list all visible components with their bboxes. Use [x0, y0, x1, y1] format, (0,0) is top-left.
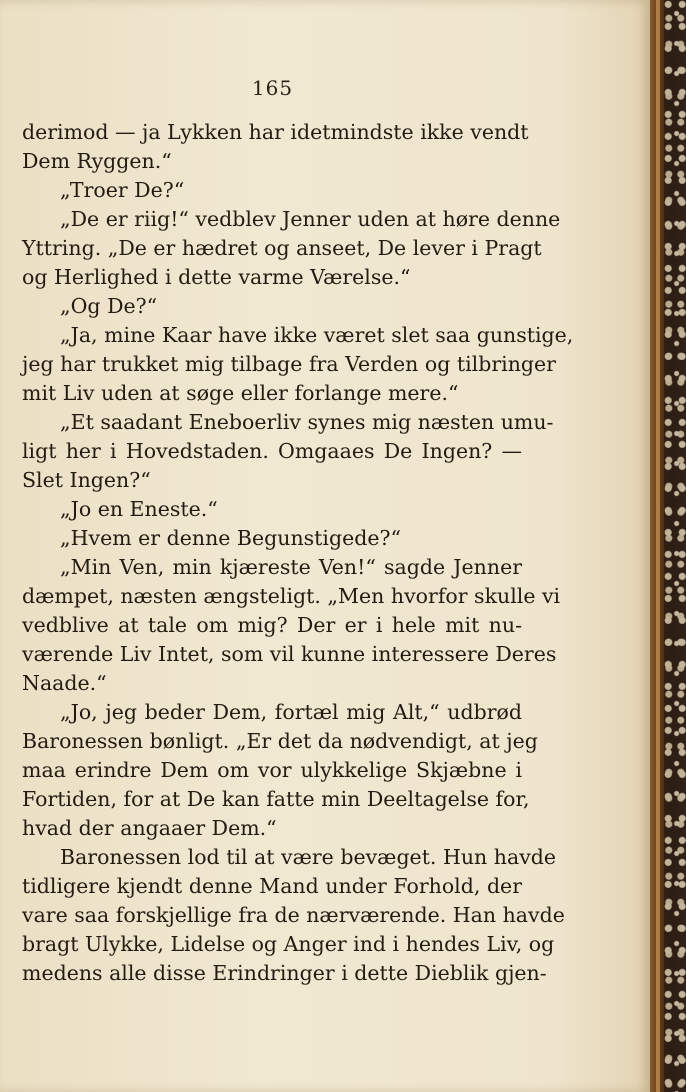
text-line: „Troer De?“: [60, 178, 185, 202]
text-line: Slet Ingen?“: [22, 468, 151, 492]
text-line: „Og De?“: [60, 294, 158, 318]
text-line: „Et saadant Eneboerliv synes mig næsten umu-: [60, 410, 554, 434]
text-line: „Min Ven, min kjæreste Ven!“ sagde Jenner: [60, 555, 522, 579]
page-edge: [656, 0, 660, 1092]
text-line: Baronessen lod til at være bevæget. Hun havde: [60, 845, 557, 869]
text-line: derimod — ja Lykken har idetmindste ikke vendt: [22, 120, 529, 144]
text-line: medens alle disse Erindringer i dette Dieblik gjen-: [22, 961, 547, 985]
text-line: „Ja, mine Kaar have ikke været slet saa gunstige,: [60, 323, 574, 347]
text-line: „Hvem er denne Begunstigede?“: [60, 526, 401, 550]
text-line: tidligere kjendt denne Mand under Forhold, der: [22, 874, 522, 898]
text-line: „Jo, jeg beder Dem, fortæl mig Alt,“ udbrød: [60, 700, 522, 724]
text-line: vare saa forskjellige fra de nærværende. Han havde: [22, 903, 565, 927]
text-line: mit Liv uden at søge eller forlange mere.“: [22, 381, 459, 405]
text-line: hvad der angaaer Dem.“: [22, 816, 277, 840]
text-line: Dem Ryggen.“: [22, 149, 172, 173]
text-line: Yttring. „De er hædret og anseet, De lever i Pragt: [22, 236, 542, 260]
text-line: maa erindre Dem om vor ulykkelige Skjæbne i: [22, 758, 522, 782]
text-line: „De er riig!“ vedblev Jenner uden at høre denne: [60, 207, 561, 231]
text-line: ligt her i Hovedstaden. Omgaaes De Ingen? —: [22, 439, 522, 463]
text-line: vedblive at tale om mig? Der er i hele mit nu-: [22, 613, 522, 637]
text-line: Naade.“: [22, 671, 107, 695]
text-line: dæmpet, næsten ængsteligt. „Men hvorfor skulle vi: [22, 584, 561, 608]
text-line: jeg har trukket mig tilbage fra Verden og tilbringer: [22, 352, 556, 376]
page-number: 165: [251, 76, 294, 100]
page-text: [22, 118, 574, 988]
text-line: værende Liv Intet, som vil kunne interessere Deres: [22, 642, 557, 666]
text-line: og Herlighed i dette varme Værelse.“: [22, 265, 411, 289]
text-line: „Jo en Eneste.“: [60, 497, 218, 521]
marbled-cover-edge: [664, 0, 686, 1092]
text-line: Baronessen bønligt. „Er det da nødvendigt, at jeg: [22, 729, 538, 753]
text-line: Fortiden, for at De kan fatte min Deeltagelse for,: [22, 787, 530, 811]
text-line: bragt Ulykke, Lidelse og Anger ind i hendes Liv, og: [22, 932, 555, 956]
